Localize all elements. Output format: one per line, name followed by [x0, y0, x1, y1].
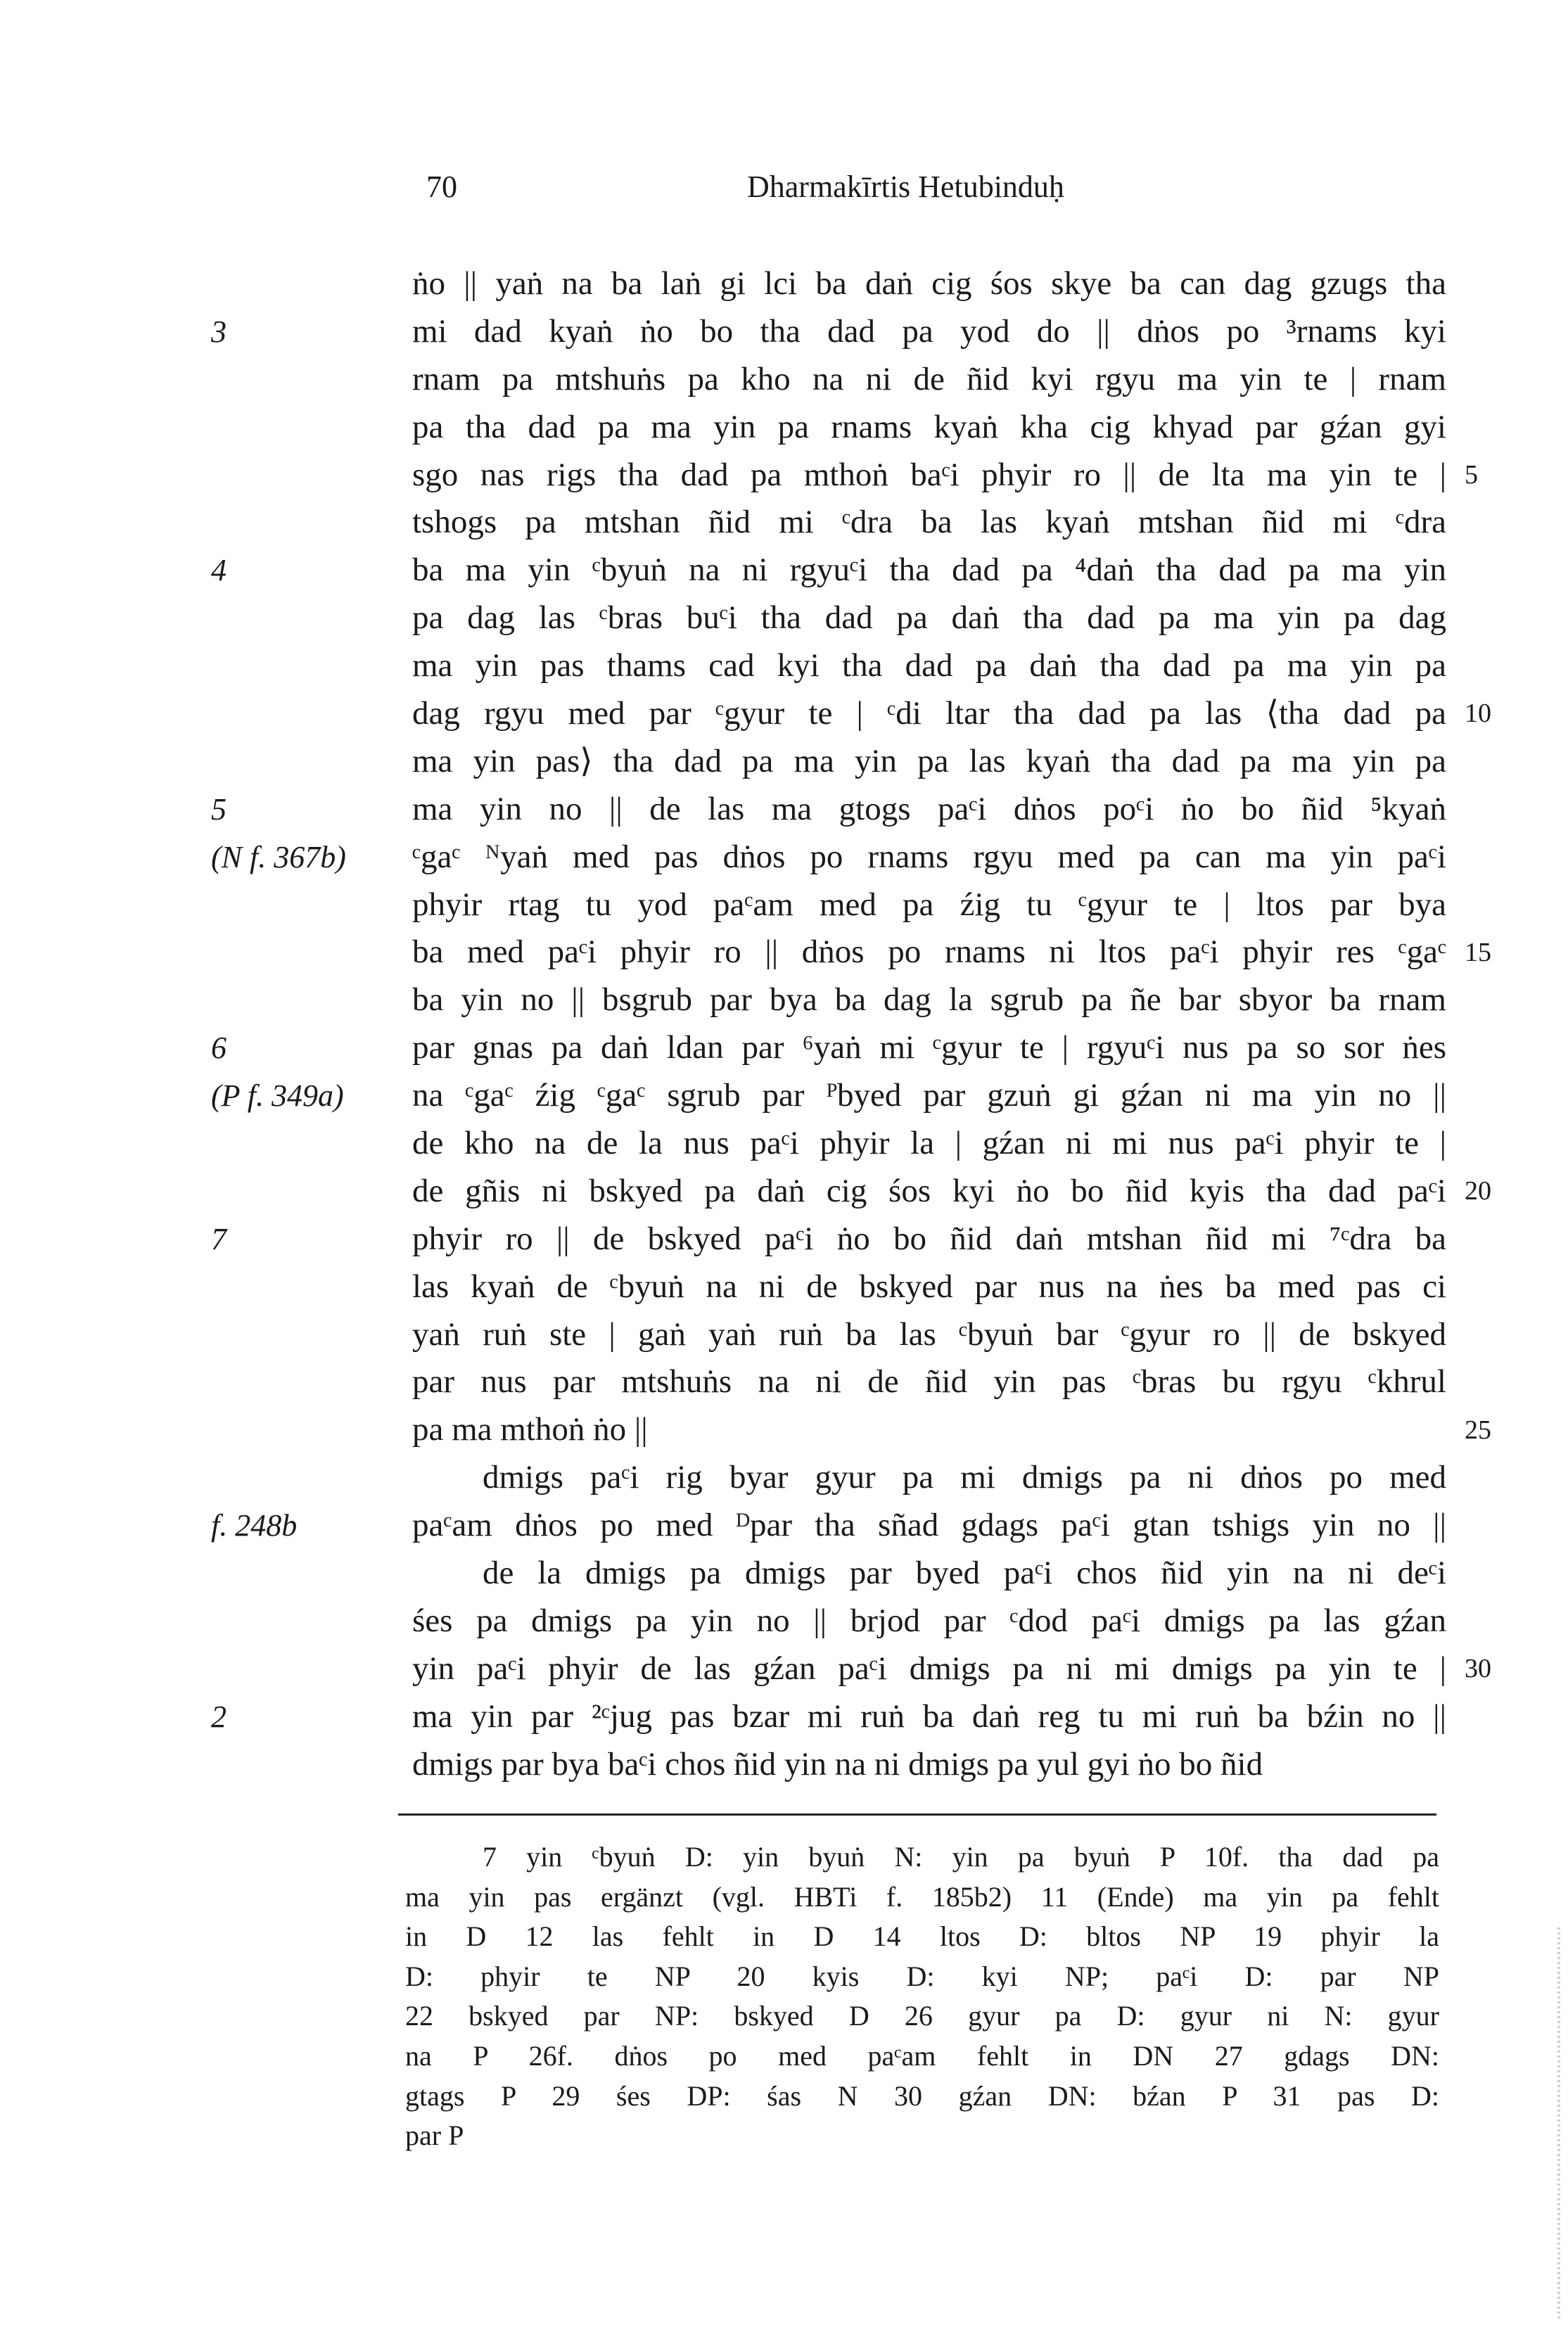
margin-reference: 7: [211, 1222, 227, 1256]
text-line: ma yin par ²ᶜjug pas bzar mi ruṅ ba daṅ reg tu mi ruṅ ba bźin no ||: [412, 1697, 1446, 1735]
line-number: 10: [1465, 699, 1491, 729]
text-line: pa dag las ᶜbras buᶜi tha dad pa daṅ tha dad pa ma yin pa dag: [412, 599, 1446, 637]
text-line: tshogs pa mtshan ñid mi ᶜdra ba las kyaṅ mtshan ñid mi ᶜdra: [412, 504, 1446, 541]
text-line: yin paᶜi phyir de las gźan paᶜi dmigs pa ni mi dmigs pa yin te |: [412, 1650, 1446, 1687]
footnotes: [405, 1837, 1439, 2156]
margin-reference: 2: [211, 1700, 227, 1734]
main-text: [412, 260, 1446, 1789]
text-line: sgo nas rigs tha dad pa mthoṅ baᶜi phyir ro || de lta ma yin te |: [412, 456, 1446, 493]
scan-edge-artifact: [1557, 1927, 1560, 2321]
text-line: śes pa dmigs pa yin no || brjod par ᶜdod paᶜi dmigs pa las gźan: [412, 1602, 1446, 1639]
line-number: 5: [1465, 459, 1478, 490]
text-line: ma yin pas⟩ tha dad pa ma yin pa las kyaṅ tha dad pa ma yin pa: [412, 742, 1446, 779]
line-number: 30: [1465, 1654, 1491, 1684]
text-line: par nus par mtshuṅs na ni de ñid yin pas ᶜbras bu rgyu ᶜkhrul: [412, 1363, 1446, 1401]
page-number: 70: [426, 170, 457, 204]
line-number: 25: [1465, 1415, 1491, 1445]
text-line: ba ma yin ᶜbyuṅ na ni rgyuᶜi tha dad pa ⁴daṅ tha dad pa ma yin: [412, 552, 1446, 589]
footnote-line: 22 bskyed par NP: bskyed D 26 gyur pa D: gyur ni N: gyur: [405, 2000, 1439, 2032]
text-line: par gnas pa daṅ ldan par ⁶yaṅ mi ᶜgyur te | rgyuᶜi nus pa so sor ṅes: [412, 1029, 1446, 1066]
text-line: phyir rtag tu yod paᶜam med pa źig tu ᶜgyur te | ltos par bya: [412, 886, 1446, 923]
margin-reference: 6: [211, 1031, 227, 1066]
footnote-line: in D 12 las fehlt in D 14 ltos D: bltos NP 19 phyir la: [405, 1920, 1439, 1953]
footnote-line: D: phyir te NP 20 kyis D: kyi NP; paᶜi D: par NP: [405, 1960, 1439, 1992]
text-line: ma yin pas thams cad kyi tha dad pa daṅ tha dad pa ma yin pa: [412, 647, 1446, 684]
footnote-line: gtags P 29 śes DP: śas N 30 gźan DN: bźan P 31 pas D:: [405, 2079, 1439, 2112]
footnote-line: ma yin pas ergänzt (vgl. HBTi f. 185b2) 11 (Ende) ma yin pa fehlt: [405, 1880, 1439, 1913]
text-line: na ᶜgaᶜ źig ᶜgaᶜ sgrub par ᴾbyed par gzuṅ gi gźan ni ma yin no ||: [412, 1077, 1446, 1114]
margin-reference: (P f. 349a): [211, 1078, 344, 1114]
margin-reference: 3: [211, 314, 227, 349]
text-line: ᶜgaᶜ ᴺyaṅ med pas dṅos po rnams rgyu med pa can ma yin paᶜi: [412, 838, 1446, 875]
text-line: paᶜam dṅos po med ᴰpar tha sñad gdags paᶜi gtan tshigs yin no ||: [412, 1507, 1446, 1544]
text-line: rnam pa mtshuṅs pa kho na ni de ñid kyi rgyu ma yin te | rnam: [412, 360, 1446, 397]
margin-reference: 4: [211, 553, 227, 588]
footnote-line: 7 yin ᶜbyuṅ D: yin byuṅ N: yin pa byuṅ P 10f. tha dad pa: [483, 1841, 1439, 1873]
footnote-line: par P: [405, 2119, 464, 2152]
text-line: yaṅ ruṅ ste | gaṅ yaṅ ruṅ ba las ᶜbyuṅ bar ᶜgyur ro || de bskyed: [412, 1315, 1446, 1353]
line-number: 20: [1465, 1176, 1491, 1206]
text-line: de la dmigs pa dmigs par byed paᶜi chos ñid yin na ni deᶜi: [483, 1555, 1446, 1592]
line-number: 15: [1465, 937, 1491, 967]
margin-reference: 5: [211, 791, 227, 827]
margin-reference: f. 248b: [211, 1508, 298, 1543]
running-title: Dharmakīrtis Hetubinduḥ: [747, 170, 1064, 204]
text-line: ṅo || yaṅ na ba laṅ gi lci ba daṅ cig śos skye ba can dag gzugs tha: [412, 265, 1446, 302]
text-line: phyir ro || de bskyed paᶜi ṅo bo ñid daṅ mtshan ñid mi ⁷ᶜdra ba: [412, 1220, 1446, 1257]
margin-reference: (N f. 367b): [211, 839, 346, 874]
text-line: de gñis ni bskyed pa daṅ cig śos kyi ṅo bo ñid kyis tha dad paᶜi: [412, 1172, 1446, 1209]
footnote-rule: [398, 1813, 1436, 1816]
text-line: pa tha dad pa ma yin pa rnams kyaṅ kha cig khyad par gźan gyi: [412, 408, 1446, 445]
text-line: de kho na de la nus paᶜi phyir la | gźan ni mi nus paᶜi phyir te |: [412, 1125, 1446, 1162]
text-line: mi dad kyaṅ ṅo bo tha dad pa yod do || dṅos po ³rnams kyi: [412, 312, 1446, 350]
footnote-line: na P 26f. dṅos po med paᶜam fehlt in DN 27 gdags DN:: [405, 2039, 1439, 2072]
text-line: ba yin no || bsgrub par bya ba dag la sgrub pa ñe bar sbyor ba rnam: [412, 981, 1446, 1019]
text-line: ma yin no || de las ma gtogs paᶜi dṅos poᶜi ṅo bo ñid ⁵kyaṅ: [412, 790, 1446, 827]
text-line: dag rgyu med par ᶜgyur te | ᶜdi ltar tha dad pa las ⟨tha dad pa: [412, 695, 1446, 732]
text-line: ba med paᶜi phyir ro || dṅos po rnams ni ltos paᶜi phyir res ᶜgaᶜ: [412, 933, 1446, 971]
text-line: dmigs paᶜi rig byar gyur pa mi dmigs pa ni dṅos po med: [483, 1459, 1446, 1496]
text-line: dmigs par bya baᶜi chos ñid yin na ni dmigs pa yul gyi ṅo bo ñid: [412, 1745, 1263, 1783]
text-line: pa ma mthoṅ ṅo ||: [412, 1411, 648, 1448]
text-line: las kyaṅ de ᶜbyuṅ na ni de bskyed par nus na ṅes ba med pas ci: [412, 1268, 1446, 1305]
